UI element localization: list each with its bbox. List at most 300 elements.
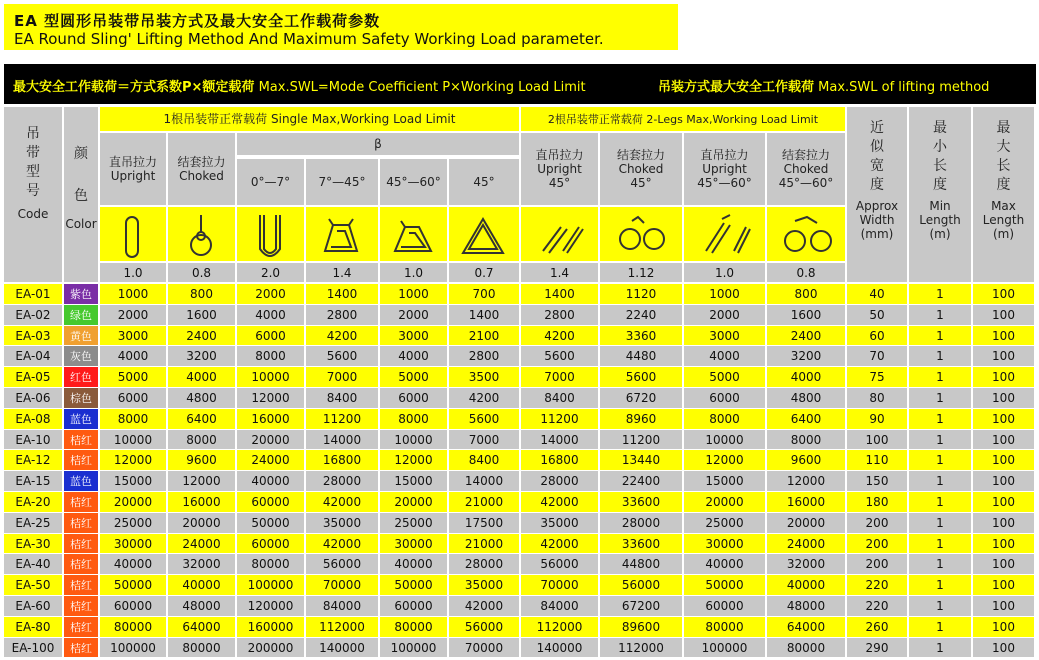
row-value-7-text: 44800 [621,557,661,571]
row-value-9 [767,388,845,408]
banner-formula-cn: 最大安全工作载荷＝方式系数P×额定载荷 [13,80,255,95]
row-value-4-text: 20000 [394,495,433,509]
row-value-11 [909,450,971,470]
row-value-0 [100,367,166,387]
row-code [4,471,62,491]
row-value-8 [684,492,765,512]
row-value-6 [521,367,598,387]
row-value-10-text: 200 [865,536,889,551]
row-value-4 [380,450,447,470]
header-upright-45-60-text: 直吊拉力 Upright 45°—60° [697,148,752,190]
row-value-3 [306,492,378,512]
header-width [847,107,907,282]
row-value-6 [521,284,598,304]
row-value-6 [521,346,598,366]
row-value-5 [449,596,519,616]
two-leg-upright-icon [531,209,589,259]
row-value-4-text: 40000 [394,557,433,571]
row-value-1-text: 40000 [182,578,221,592]
row-value-9-text: 6400 [790,412,822,426]
row-value-4 [380,638,447,657]
row-value-7 [600,638,682,657]
row-value-3-text: 7000 [326,370,358,384]
row-value-2-text: 100000 [247,578,294,592]
color-swatch-text: 桔红 [70,600,92,613]
coefficient-1 [168,263,235,282]
row-value-2 [237,575,304,595]
row-value-3 [306,388,378,408]
color-swatch-text: 蓝色 [70,475,92,488]
row-value-2 [237,284,304,304]
row-value-8 [684,367,765,387]
row-value-10-text: 220 [865,578,889,592]
title-box [4,4,678,50]
row-value-1-text: 4000 [186,370,217,384]
row-value-10-text: 80 [869,391,885,405]
row-value-10 [847,554,907,574]
row-value-2-text: 200000 [247,640,294,655]
row-value-1-text: 6400 [186,412,217,426]
row-value-7-text: 1120 [625,287,657,301]
row-value-1 [168,409,235,429]
row-value-7-text: 22400 [621,474,661,488]
row-value-8 [684,575,765,595]
row-value-5-text: 2800 [468,349,500,363]
row-value-7-text: 33600 [621,536,661,551]
row-value-5-text: 2100 [468,328,500,343]
coefficient-9-text: 0.8 [796,265,816,280]
color-swatch [64,305,98,325]
row-value-0 [100,430,166,449]
row-value-3-text: 70000 [322,578,362,592]
row-value-0 [100,554,166,574]
row-value-12-text: 100 [992,578,1015,592]
row-value-2-text: 160000 [247,620,294,634]
row-value-1-text: 32000 [182,557,221,571]
color-swatch [64,513,98,533]
row-value-8-text: 4000 [709,349,740,363]
row-value-1 [168,617,235,637]
row-code-text: EA-03 [15,328,51,343]
row-value-5 [449,554,519,574]
row-value-2 [237,492,304,512]
row-value-4-text: 50000 [394,578,433,592]
row-value-8-text: 6000 [709,391,740,405]
row-value-9 [767,575,845,595]
row-value-11-text: 1 [936,474,944,488]
header-two-legs-text: 2根吊装带正常载荷 2-Legs Max,Working Load Limit [547,112,819,126]
row-value-2-text: 4000 [255,308,286,322]
header-angle-3-text: 45° [473,175,495,189]
row-value-12-text: 100 [992,328,1015,343]
row-value-7-text: 56000 [621,578,661,592]
row-value-6-text: 11200 [540,412,579,426]
row-code-text: EA-60 [15,599,51,613]
row-value-4-text: 8000 [398,412,429,426]
row-value-10-text: 60 [869,328,885,343]
coefficient-7-text: 1.12 [627,265,655,280]
row-value-5 [449,492,519,512]
row-value-9 [767,367,845,387]
row-value-2 [237,367,304,387]
header-upright-text: 直吊拉力 Upright [108,155,157,183]
title-en: EA Round Sling' Lifting Method And Maximum Safety Working Load parameter. [14,30,604,48]
row-value-11-text: 1 [936,432,944,447]
row-value-5 [449,617,519,637]
row-value-6 [521,513,598,533]
row-value-12 [973,513,1034,533]
header-angle-3 [449,159,519,205]
row-value-6-text: 140000 [536,640,583,655]
row-value-1-text: 12000 [182,474,221,488]
row-value-2 [237,450,304,470]
row-value-3 [306,513,378,533]
row-value-3-text: 2800 [326,308,358,322]
two-leg-choked-icon [612,209,670,259]
row-value-11-text: 1 [936,391,944,405]
row-value-4 [380,513,447,533]
row-value-5-text: 21000 [464,495,504,509]
row-code-text: EA-25 [15,516,51,530]
row-value-2-text: 6000 [255,328,286,343]
coefficient-8 [684,263,765,282]
row-value-5-text: 7000 [468,432,500,447]
row-value-10 [847,492,907,512]
coefficient-4-text: 1.0 [403,265,424,280]
upright-sling-icon [104,209,162,259]
row-value-7-text: 11200 [621,432,661,447]
row-value-12-text: 100 [992,453,1015,467]
row-value-0 [100,513,166,533]
row-value-7-text: 67200 [621,599,661,613]
icon-cell-9 [767,207,845,261]
coefficient-8-text: 1.0 [714,265,735,280]
row-value-4 [380,554,447,574]
row-value-11-text: 1 [936,536,944,551]
row-value-11 [909,596,971,616]
row-value-5 [449,534,519,553]
row-value-11 [909,471,971,491]
row-value-11-text: 1 [936,328,944,343]
row-value-3-text: 16800 [322,453,362,467]
row-value-5-text: 17500 [464,516,504,530]
row-value-10 [847,284,907,304]
row-value-3 [306,346,378,366]
row-value-3 [306,409,378,429]
banner-lifting-method [658,76,989,95]
row-value-2-text: 12000 [251,391,290,405]
row-value-5 [449,638,519,657]
row-value-7 [600,346,682,366]
row-value-10 [847,513,907,533]
row-value-5-text: 70000 [464,640,504,655]
row-value-1 [168,534,235,553]
row-value-2 [237,638,304,657]
row-value-1 [168,346,235,366]
row-value-1-text: 8000 [186,432,217,447]
row-value-1-text: 9600 [186,453,217,467]
row-value-6-text: 70000 [540,578,579,592]
row-value-11-text: 1 [936,599,944,613]
color-swatch-text: 灰色 [70,350,92,363]
color-swatch-text: 绿色 [70,309,92,322]
row-value-3 [306,638,378,657]
row-value-10 [847,346,907,366]
row-value-2-text: 60000 [251,495,290,509]
icon-cell-2 [237,207,304,261]
row-value-8 [684,450,765,470]
row-value-7 [600,513,682,533]
row-value-5 [449,450,519,470]
color-swatch-text: 桔红 [70,579,92,592]
row-value-2 [237,471,304,491]
row-value-11 [909,534,971,553]
row-value-7-text: 89600 [621,620,661,634]
header-min-length-cn: 最 小 长 度 [933,120,947,193]
row-value-3-text: 1400 [326,287,358,301]
row-value-8 [684,638,765,657]
row-value-11 [909,430,971,449]
header-max-length [973,107,1034,282]
row-value-8-text: 60000 [705,599,744,613]
row-value-4 [380,596,447,616]
row-value-11-text: 1 [936,453,944,467]
row-value-4 [380,617,447,637]
row-value-6-text: 4200 [544,328,575,343]
row-value-10 [847,305,907,325]
row-value-12 [973,305,1034,325]
coefficient-9 [767,263,845,282]
row-value-1 [168,388,235,408]
row-value-6-text: 2800 [544,308,575,322]
color-swatch-text: 黄色 [70,329,92,343]
row-value-8-text: 15000 [705,474,744,488]
header-two-legs [521,107,845,131]
banner-formula-en: Max.SWL=Mode Coefficient P×Working Load Limit [258,80,586,95]
row-value-11-text: 1 [936,557,944,571]
row-value-1 [168,638,235,657]
row-value-0-text: 2000 [117,308,149,322]
color-swatch-text: 桔红 [70,496,92,509]
row-code-text: EA-06 [15,391,51,405]
row-value-0 [100,409,166,429]
row-value-6 [521,617,598,637]
row-value-0-text: 60000 [113,599,153,613]
header-upright-45-60 [684,133,765,205]
row-value-6-text: 7000 [544,370,575,384]
row-value-1-text: 24000 [182,536,221,551]
row-value-3-text: 14000 [322,432,362,447]
color-swatch-text: 桔红 [70,537,92,551]
row-value-0-text: 100000 [110,640,156,655]
row-value-8-text: 30000 [705,536,744,551]
row-value-10-text: 75 [869,370,885,384]
row-value-4-text: 2000 [398,308,429,322]
row-value-8-text: 20000 [705,495,744,509]
row-value-1-text: 80000 [182,640,221,655]
color-swatch [64,326,98,345]
row-value-2 [237,554,304,574]
row-value-1 [168,596,235,616]
header-upright [100,133,166,205]
row-value-0-text: 12000 [113,453,153,467]
row-value-5 [449,284,519,304]
row-value-10 [847,430,907,449]
row-value-9 [767,450,845,470]
row-code [4,409,62,429]
row-value-5 [449,575,519,595]
icon-cell-6 [521,207,598,261]
header-choked-45 [600,133,682,205]
row-code-text: EA-40 [15,557,51,571]
row-value-2-text: 8000 [255,349,286,363]
row-value-8-text: 80000 [705,620,744,634]
row-value-5 [449,430,519,449]
row-value-12 [973,430,1034,449]
row-value-2-text: 80000 [251,557,290,571]
row-value-4-text: 12000 [394,453,433,467]
row-code-text: EA-01 [15,287,51,301]
row-value-5 [449,305,519,325]
row-value-11-text: 1 [936,516,944,530]
header-color-en: Color [65,217,97,231]
row-value-8-text: 40000 [705,557,744,571]
row-value-3 [306,284,378,304]
row-value-6-text: 14000 [540,432,579,447]
row-value-9 [767,430,845,449]
row-code [4,346,62,366]
row-value-9 [767,346,845,366]
row-value-0 [100,471,166,491]
header-choked-45-text: 结套拉力 Choked 45° [616,148,665,190]
row-value-12 [973,367,1034,387]
header-single [100,107,519,131]
row-value-0 [100,492,166,512]
row-value-7-text: 28000 [621,516,661,530]
color-swatch-text: 红色 [70,371,92,384]
icon-cell-8 [684,207,765,261]
color-swatch-text: 蓝色 [70,413,92,426]
color-swatch-text: 桔红 [70,641,92,655]
row-value-10-text: 220 [865,599,889,613]
row-code [4,367,62,387]
row-code [4,388,62,408]
row-value-6 [521,450,598,470]
row-value-11 [909,638,971,657]
row-value-8 [684,305,765,325]
row-value-7-text: 13440 [621,453,661,467]
row-value-5-text: 35000 [464,578,504,592]
row-value-3-text: 42000 [322,495,362,509]
row-value-9-text: 800 [794,287,818,301]
row-value-3-text: 112000 [319,620,365,634]
color-swatch-text: 桔红 [70,558,92,571]
row-code [4,430,62,449]
row-value-1 [168,554,235,574]
row-value-0-text: 30000 [113,536,153,551]
banner-formula [13,76,586,95]
row-value-5-text: 1400 [468,308,500,322]
row-value-3 [306,367,378,387]
row-code-text: EA-10 [15,432,51,447]
row-value-6 [521,596,598,616]
row-code [4,638,62,657]
row-value-3 [306,430,378,449]
row-value-9-text: 24000 [786,536,826,551]
row-value-2-text: 50000 [251,516,290,530]
row-code-text: EA-50 [15,578,51,592]
row-value-9 [767,492,845,512]
row-value-11 [909,409,971,429]
row-value-4-text: 3000 [398,328,429,343]
row-value-12 [973,596,1034,616]
header-upright-45-text: 直吊拉力 Upright 45° [535,148,584,190]
row-value-0-text: 8000 [117,412,149,426]
row-value-3 [306,596,378,616]
row-value-4 [380,471,447,491]
basket-wide-icon [385,209,443,259]
banner-lifting-en: Max.SWL of lifting method [818,80,990,95]
row-value-3 [306,450,378,470]
basket-triangle-icon [455,209,513,259]
row-value-8-text: 3000 [709,328,740,343]
row-value-6-text: 42000 [540,536,579,551]
row-code-text: EA-08 [15,412,51,426]
row-value-0-text: 5000 [117,370,149,384]
row-value-7 [600,471,682,491]
header-beta-text: β [374,137,382,151]
row-value-10-text: 40 [869,287,885,301]
icon-cell-0 [100,207,166,261]
row-value-5-text: 28000 [464,557,504,571]
row-value-0-text: 1000 [117,287,149,301]
row-value-1 [168,450,235,470]
row-value-7-text: 8960 [625,412,657,426]
row-value-9-text: 8000 [790,432,822,447]
row-value-9-text: 9600 [790,453,822,467]
row-value-9 [767,638,845,657]
row-value-9-text: 2400 [790,328,822,343]
row-value-8 [684,409,765,429]
row-code-text: EA-02 [15,308,51,322]
row-value-1 [168,513,235,533]
basket-angled-icon [313,209,371,259]
row-value-12 [973,534,1034,553]
row-value-1-text: 48000 [182,599,221,613]
row-value-0-text: 80000 [113,620,153,634]
row-value-2-text: 10000 [251,370,290,384]
row-value-6 [521,409,598,429]
header-angle-1-text: 7°—45° [318,175,366,189]
row-value-10 [847,326,907,345]
row-value-4-text: 15000 [394,474,433,488]
row-value-1-text: 16000 [182,495,221,509]
row-value-6-text: 5600 [544,349,575,363]
row-value-0-text: 50000 [113,578,153,592]
row-value-12-text: 100 [992,432,1015,447]
row-value-12-text: 100 [992,412,1015,426]
row-code [4,617,62,637]
row-value-0 [100,617,166,637]
row-value-0 [100,284,166,304]
row-value-8-text: 2000 [709,308,740,322]
coefficient-5-text: 0.7 [474,265,494,280]
row-value-12 [973,554,1034,574]
header-angle-1 [306,159,378,205]
row-value-9-text: 64000 [786,620,826,634]
color-swatch-text: 紫色 [70,288,92,301]
row-value-1-text: 3200 [186,349,217,363]
